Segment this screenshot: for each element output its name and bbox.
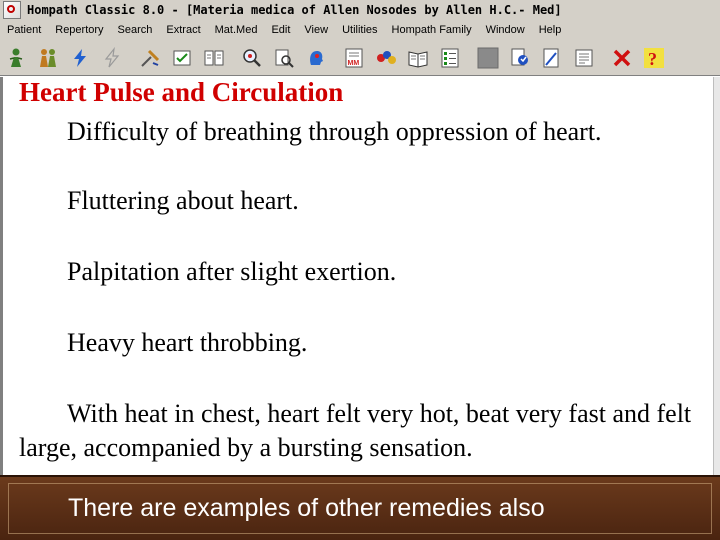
remedy-balls-icon[interactable] [372, 43, 400, 73]
toolbar [0, 40, 720, 76]
menu-repertory[interactable]: Repertory [55, 24, 104, 36]
blank-icon[interactable] [474, 43, 502, 73]
phone-icon[interactable] [506, 43, 534, 73]
menu-help[interactable]: Help [538, 24, 562, 36]
materia-medica-icon[interactable] [340, 43, 368, 73]
help-icon[interactable] [640, 43, 668, 73]
title-bar [0, 0, 720, 21]
banner-text: There are examples of other remedies also [68, 494, 545, 522]
symptom-paragraph: Fluttering about heart. [67, 186, 299, 215]
menu-hompath-family[interactable]: Hompath Family [391, 24, 472, 36]
menu-bar [0, 20, 720, 40]
menu-window[interactable]: Window [485, 24, 525, 36]
search-magnifier-icon[interactable] [238, 43, 266, 73]
menu-matmed[interactable]: Mat.Med [214, 24, 258, 36]
svg-text:MM: MM [347, 59, 360, 67]
symptom-paragraph: With heat in chest, heart felt very hot, beat very fast and felt large, accompanied by a bursting sensation. [19, 399, 692, 462]
list-icon[interactable] [436, 43, 464, 73]
lightning-icon[interactable] [66, 43, 94, 73]
hompath-app-icon[interactable] [3, 1, 21, 19]
book-icon[interactable] [404, 43, 432, 73]
tools-icon[interactable] [136, 43, 164, 73]
menu-view[interactable]: View [304, 24, 329, 36]
symptom-paragraph: Palpitation after slight exertion. [67, 257, 397, 286]
search-doc-icon[interactable] [270, 43, 298, 73]
checklist-icon[interactable] [168, 43, 196, 73]
menu-patient[interactable]: Patient [7, 24, 42, 36]
symptom-paragraph: Difficulty of breathing through oppression of heart. [67, 117, 602, 146]
dash-icon[interactable] [538, 43, 566, 73]
menu-utilities[interactable]: Utilities [342, 24, 378, 36]
layout-icon[interactable] [200, 43, 228, 73]
menu-edit[interactable]: Edit [271, 24, 291, 36]
patient-icon[interactable] [2, 43, 30, 73]
patients-icon[interactable] [34, 43, 62, 73]
vertical-scrollbar[interactable] [713, 77, 720, 475]
close-icon[interactable] [608, 43, 636, 73]
svg-text:?: ? [648, 48, 657, 69]
window-title: Hompath Classic 8.0 - [Materia medica of Allen Nosodes by Allen H.C.- Med] [27, 3, 562, 17]
notes-icon[interactable] [570, 43, 598, 73]
menu-search[interactable]: Search [117, 24, 153, 36]
materia-medica-content[interactable] [0, 77, 720, 475]
menu-extract[interactable]: Extract [166, 24, 201, 36]
caption-banner [0, 475, 720, 540]
symptom-paragraph: Heavy heart throbbing. [67, 328, 308, 357]
lightning-disabled-icon[interactable] [98, 43, 126, 73]
head-icon[interactable] [302, 43, 330, 73]
section-heading: Heart Pulse and Circulation [19, 77, 344, 107]
